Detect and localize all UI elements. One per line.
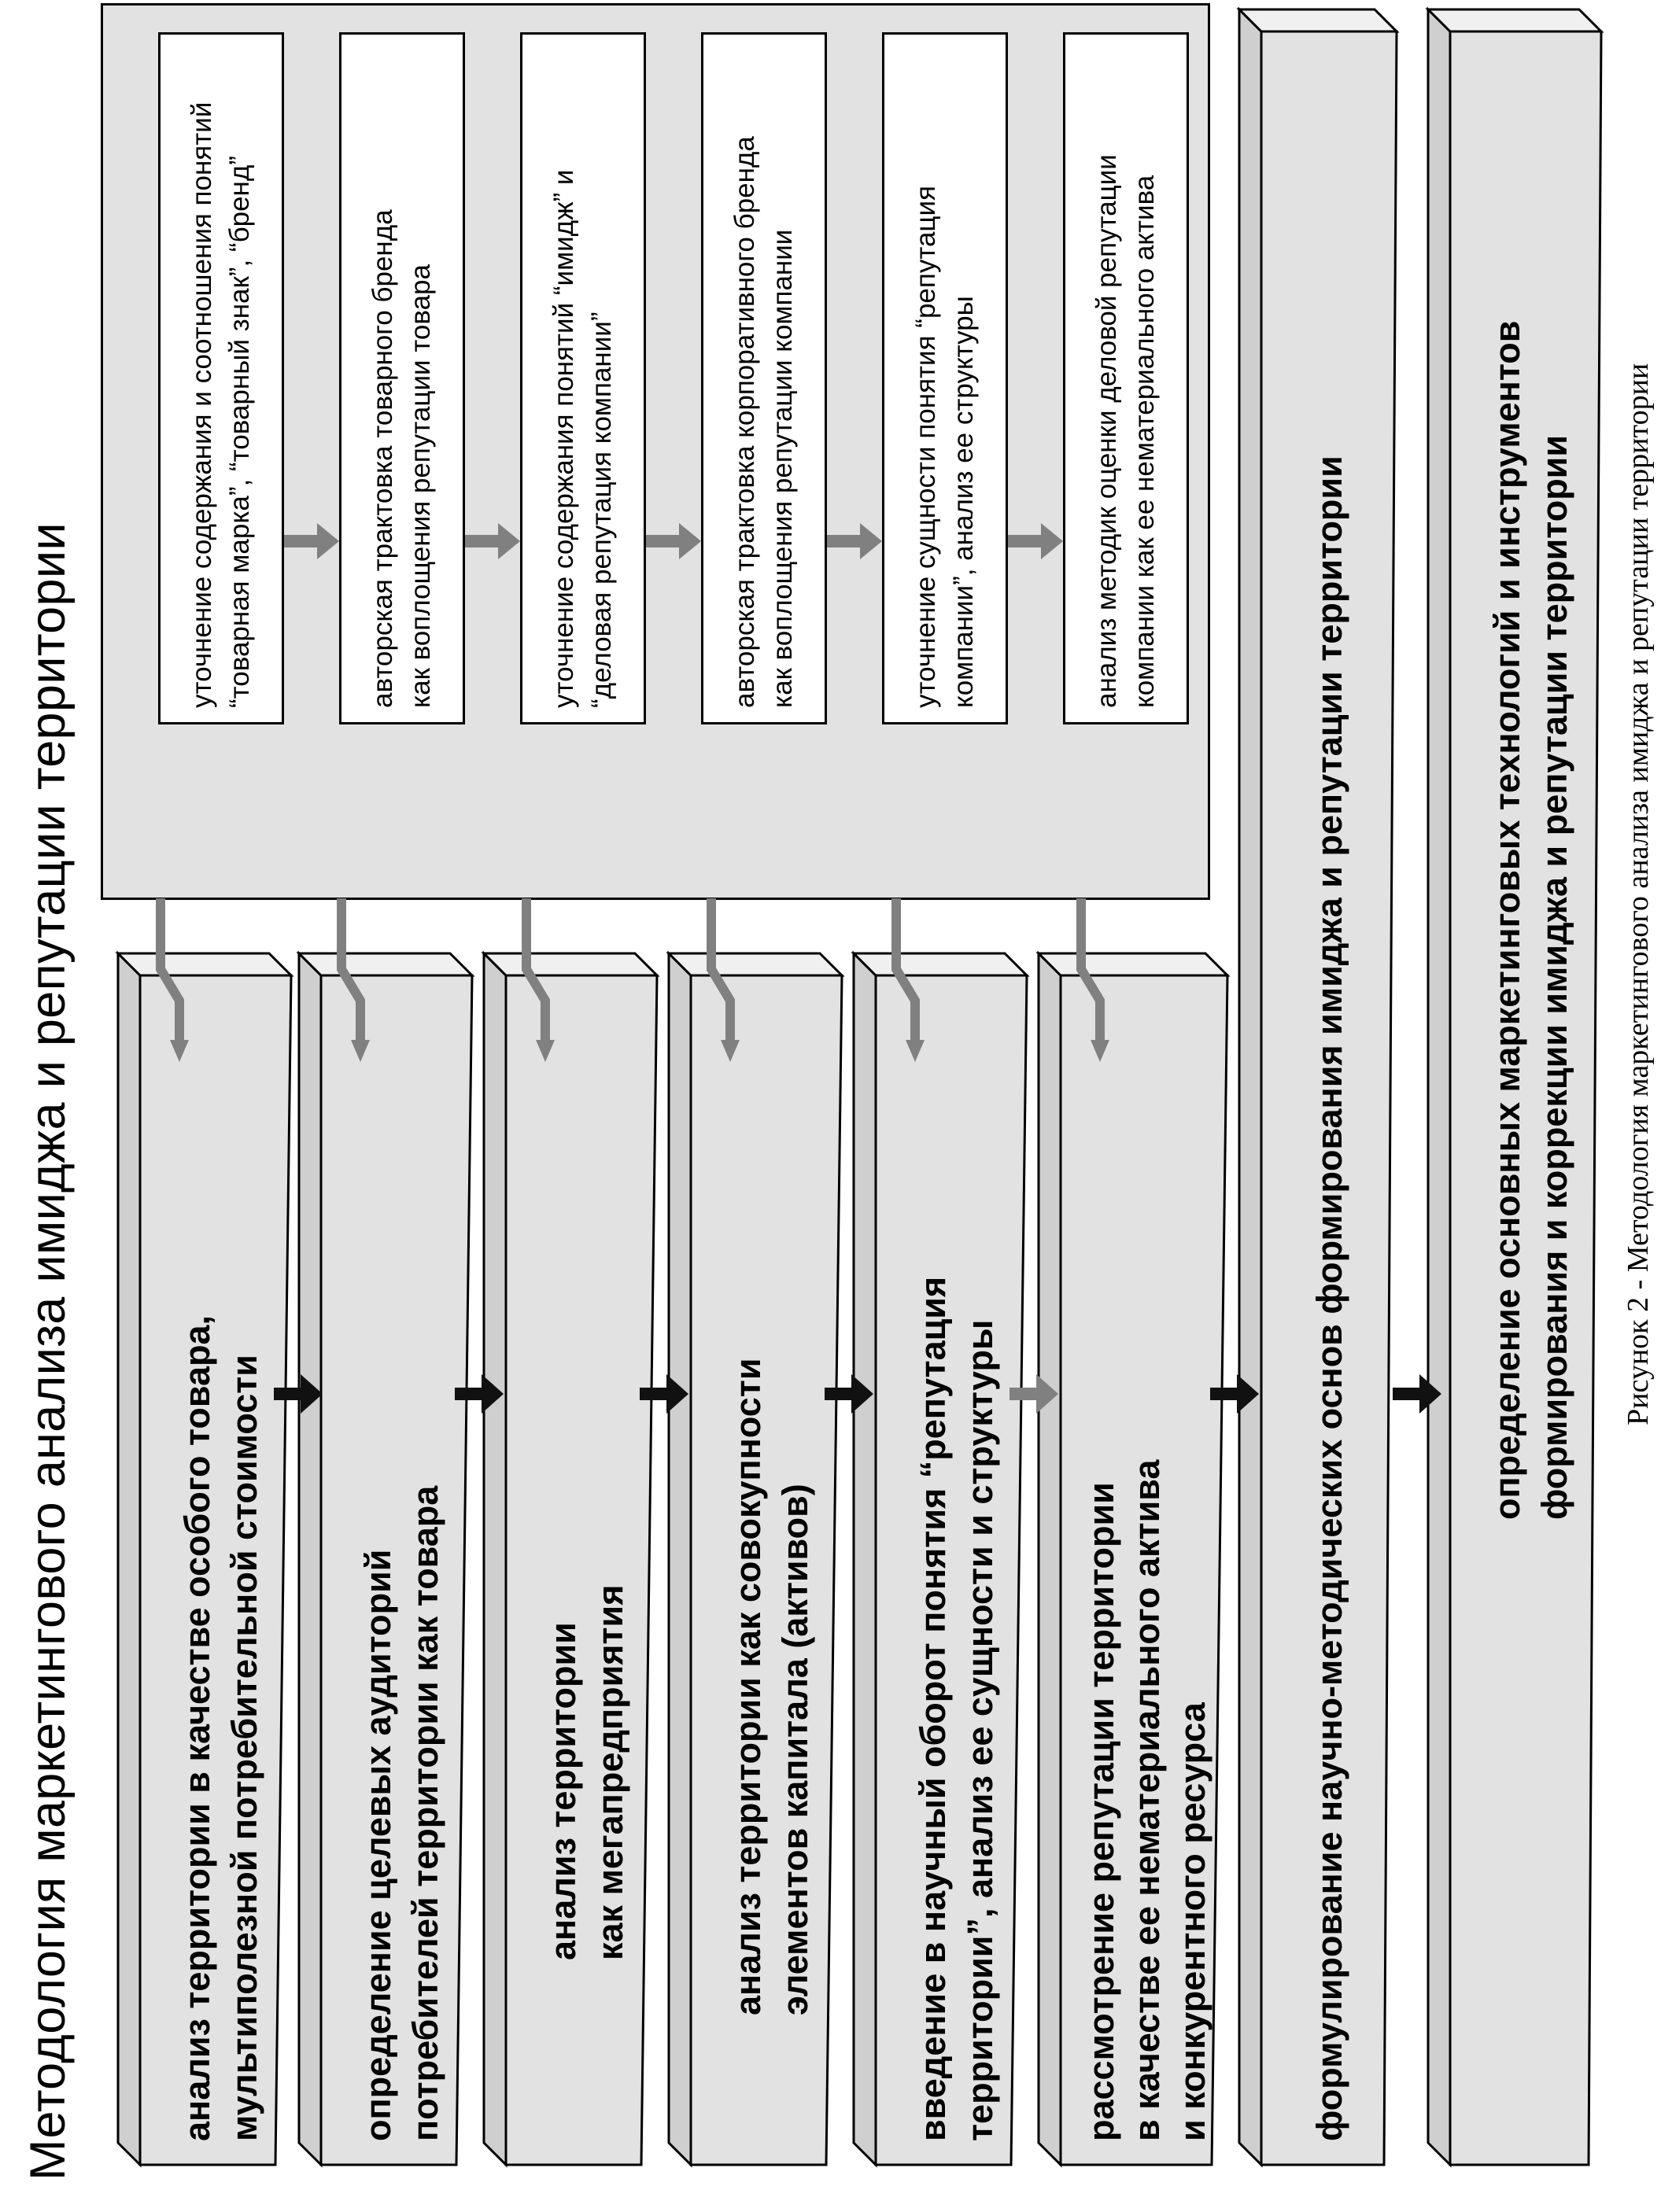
slab-1-line-2: мультиполезной потребительной стоимости — [224, 1355, 264, 2141]
slab-3-line-2: как мегапредприятия — [590, 1584, 630, 1960]
panel-down-arrow-3 — [646, 523, 701, 559]
concept-box-3 — [520, 32, 646, 724]
slab-8-line-2: формирования и коррекции имиджа и репутации территории — [1534, 434, 1574, 1520]
slab-arrow-3 — [640, 1374, 688, 1414]
connector-4 — [700, 890, 747, 1064]
slab-4-line-1: анализ территории как совокупности — [728, 1358, 768, 2015]
slab-7-text — [1263, 455, 1397, 2141]
slab-1-text — [151, 1315, 291, 2141]
slab-1 — [118, 953, 291, 2165]
slab-3-text — [517, 1585, 657, 1960]
panel-down-arrow-4 — [827, 523, 882, 559]
slab-5-line-1: введение в научный оборот понятия “репутация — [913, 1276, 953, 2141]
concept-panel — [101, 3, 1210, 900]
slab-4 — [669, 953, 842, 2165]
connector-6 — [1070, 890, 1117, 1064]
concept-box-2-line-1: авторская трактовка товарного бренда — [367, 209, 398, 708]
slab-8 — [1428, 9, 1601, 2165]
concept-box-6-line-1: анализ методик оценки деловой репутации — [1091, 154, 1122, 708]
panel-down-arrow-1 — [284, 523, 339, 559]
slab-5-text — [887, 1277, 1027, 2141]
connector-1 — [149, 890, 197, 1064]
slab-8-text — [1461, 321, 1601, 1520]
slab-2-text — [332, 1486, 472, 2141]
concept-box-4-line-1: авторская трактовка корпоративного бренда — [729, 136, 760, 708]
figure-caption: Рисунок 2 - Методология маркетингового анализа имиджа и репутации территории — [1622, 363, 1655, 1425]
slab-6-line-1: рассмотрение репутации территории — [1081, 1482, 1121, 2141]
concept-box-4-line-2: как воплощения репутации компании — [767, 229, 798, 708]
panel-down-arrow-2 — [465, 523, 520, 559]
slab-3-line-1: анализ территории — [543, 1622, 583, 1960]
slab-6-line-3: и конкурентного ресурса — [1172, 1702, 1212, 2141]
slab-arrow-6 — [1210, 1374, 1259, 1414]
slab-7-line-1: формулирование научно-методических основ формирования имиджа и репутации территории — [1309, 455, 1349, 2141]
connector-5 — [885, 890, 932, 1064]
concept-box-1-line-1: уточнение содержания и соотношения понятий — [186, 101, 217, 708]
slab-arrow-7 — [1393, 1374, 1441, 1414]
concept-box-1-line-2: “товарная марка”, “товарный знак”, “бренд” — [224, 156, 255, 708]
slab-4-text — [702, 1359, 842, 2016]
concept-box-6 — [1063, 32, 1189, 724]
slab-6-line-2: в качестве ее нематериального актива — [1127, 1459, 1167, 2141]
slab-7 — [1239, 9, 1397, 2165]
concept-box-2-line-2: как воплощения репутации товара — [405, 264, 436, 708]
slab-arrow-1 — [274, 1374, 323, 1414]
slab-6-text — [1069, 1460, 1226, 2141]
connector-3 — [515, 890, 563, 1064]
slab-5 — [854, 953, 1027, 2165]
panel-down-arrow-5 — [1008, 523, 1063, 559]
slab-arrow-4 — [825, 1374, 873, 1414]
slab-3-shape — [484, 953, 657, 2165]
slab-4-line-2: элементов капитала (активов) — [775, 1484, 815, 2015]
concept-box-5-line-1: уточнение сущности понятия “репутация — [910, 186, 941, 708]
concept-box-2 — [339, 32, 465, 724]
diagram-title: Методология маркетингового анализа имиджа и репутации территории — [20, 522, 76, 2181]
concept-box-5 — [882, 32, 1008, 724]
concept-box-1 — [158, 32, 284, 724]
slab-6 — [1039, 953, 1227, 2165]
concept-box-4 — [701, 32, 827, 724]
slab-2-line-2: потребителей территории как товара — [405, 1485, 445, 2141]
slab-2 — [299, 953, 472, 2165]
concept-box-3-line-2: “деловая репутация компании” — [586, 312, 617, 708]
concept-box-5-line-2: компании”, анализ ее структуры — [948, 296, 979, 708]
slab-arrow-5 — [1009, 1374, 1058, 1414]
slab-3 — [484, 953, 657, 2165]
slab-1-line-1: анализ территории в качестве особого товара, — [177, 1314, 217, 2141]
concept-box-6-line-2: компании как ее нематериального актива — [1129, 175, 1160, 708]
slab-2-line-1: определение целевых аудиторий — [358, 1549, 398, 2141]
slab-5-line-2: территории”, анализ ее сущности и структуры — [960, 1319, 1000, 2141]
slab-8-line-1: определение основных маркетинговых технологий и инструментов — [1487, 320, 1527, 1520]
connector-2 — [330, 890, 378, 1064]
slab-arrow-2 — [455, 1374, 504, 1414]
concept-box-3-line-1: уточнение содержания понятий “имидж” и — [548, 169, 579, 708]
